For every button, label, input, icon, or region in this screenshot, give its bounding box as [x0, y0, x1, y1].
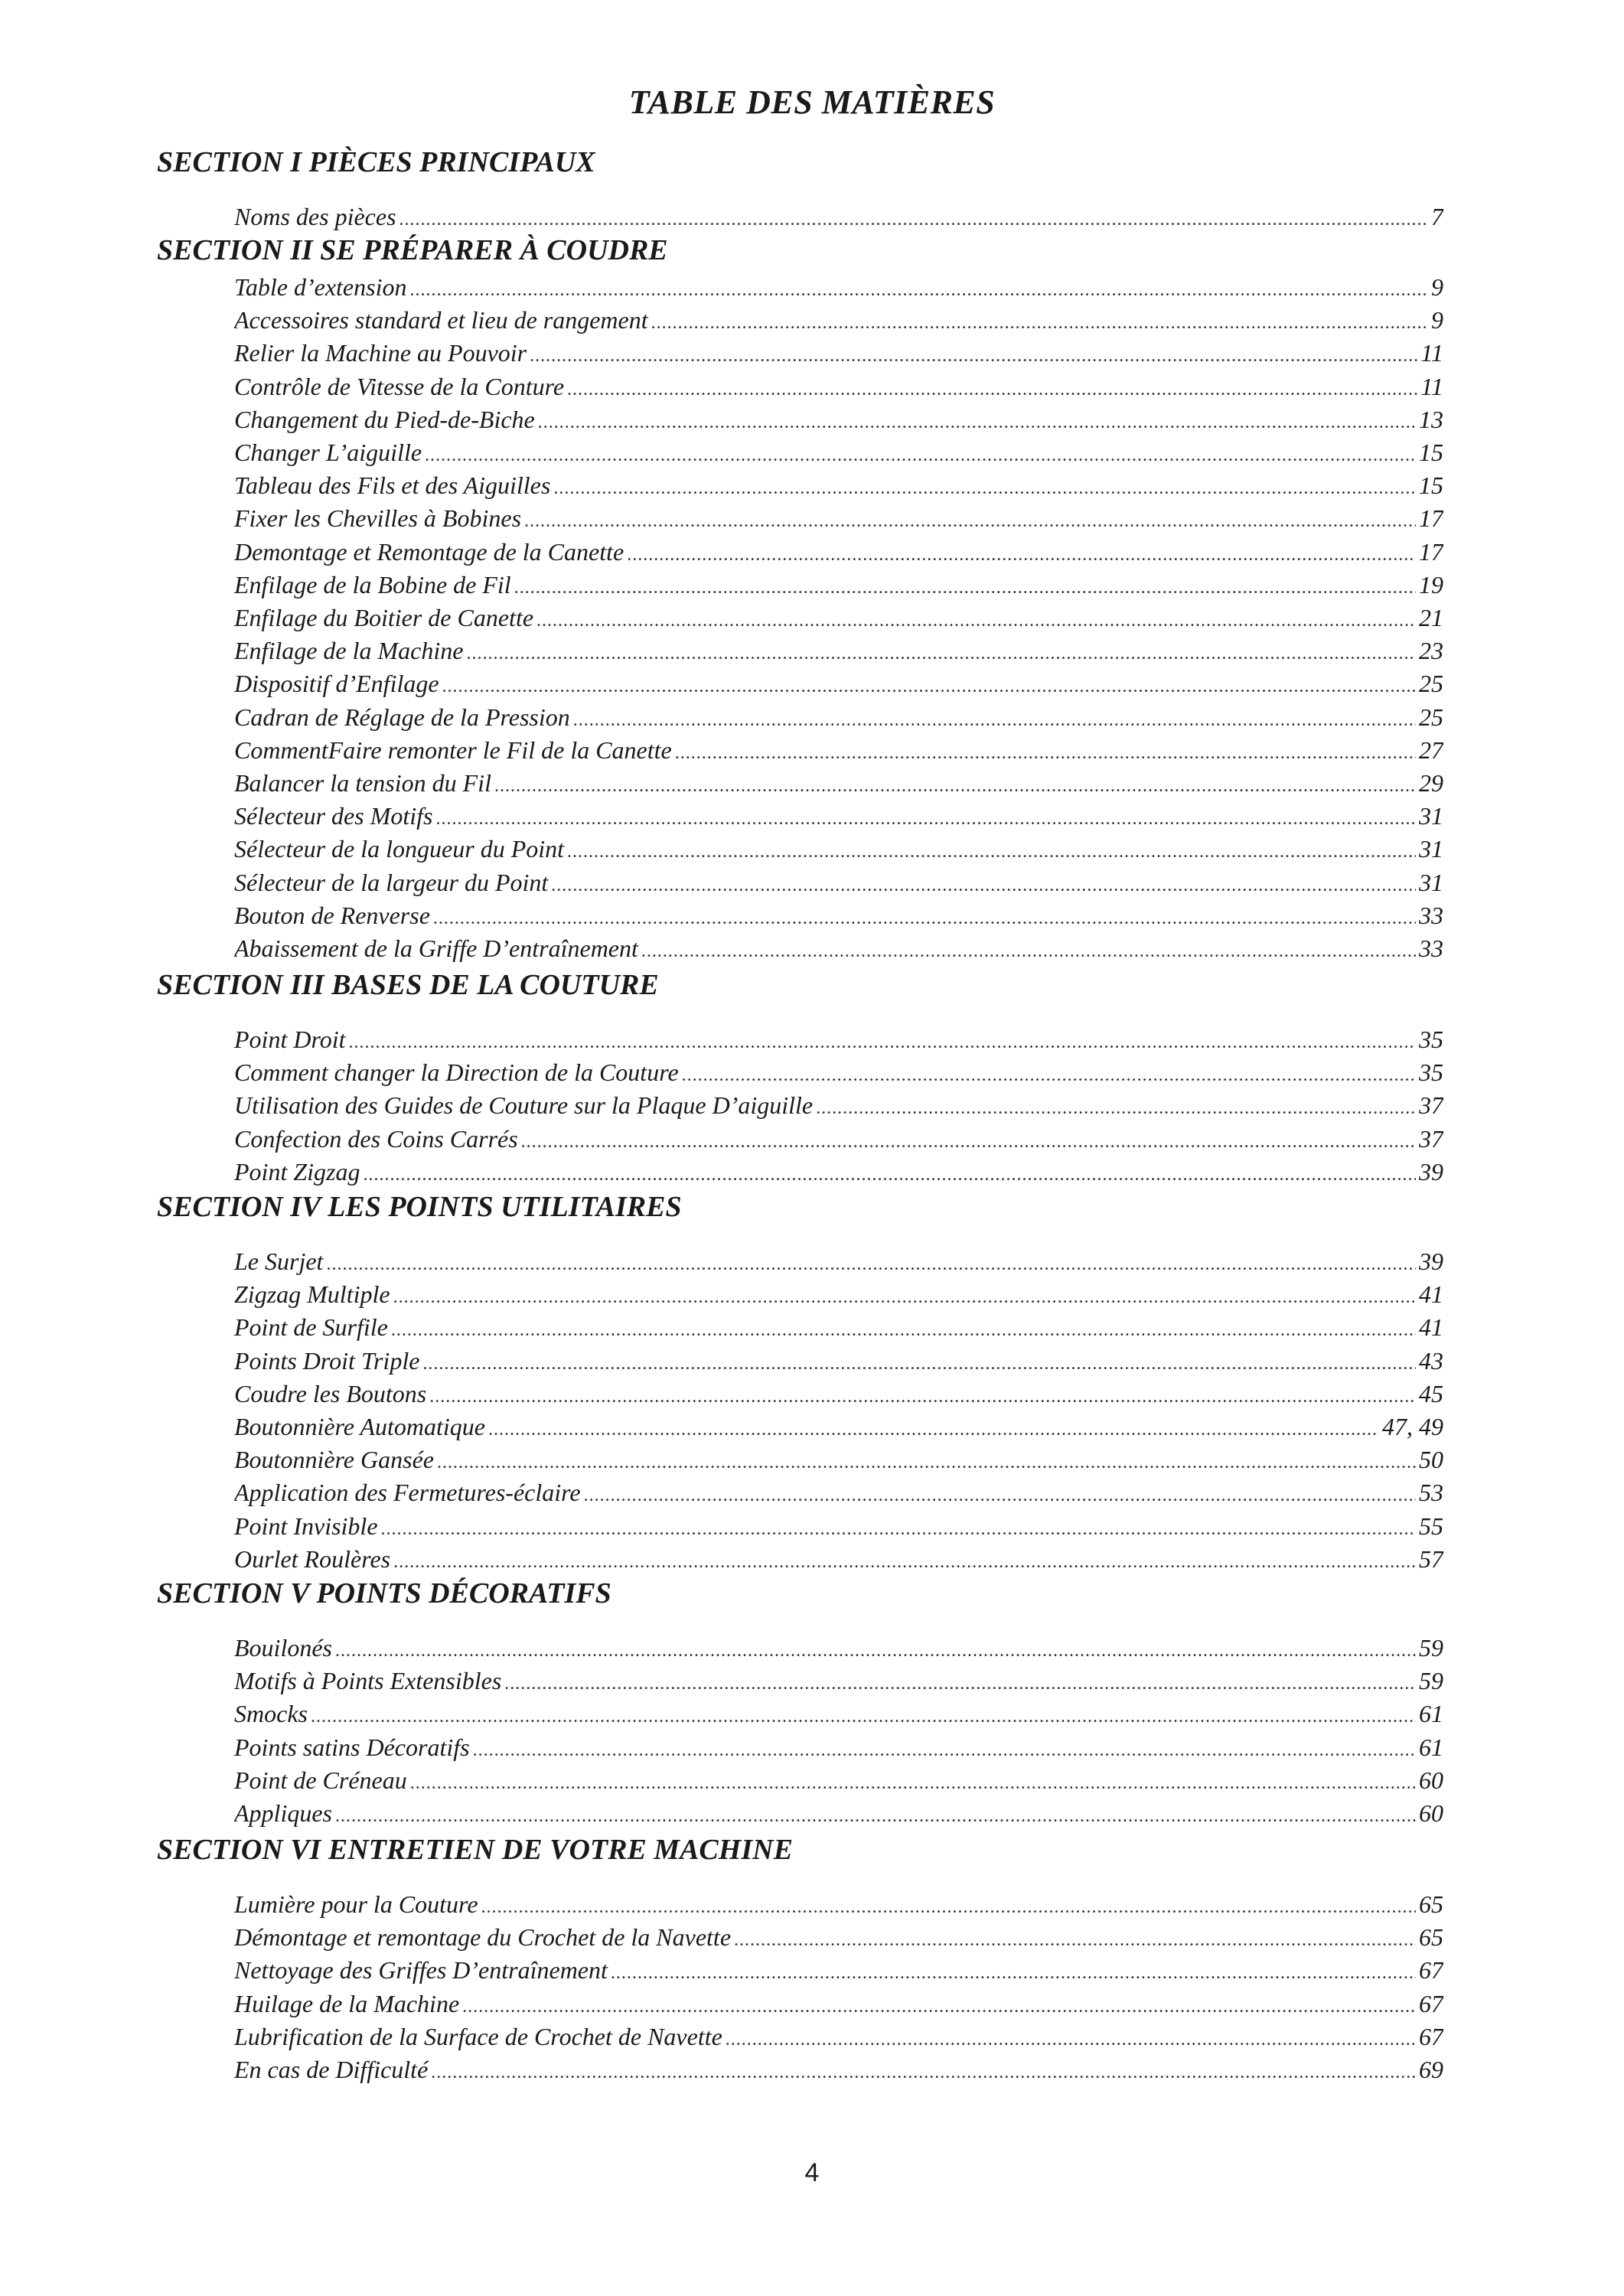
toc-entry-label: Enfilage du Boitier de Canette: [234, 604, 534, 631]
toc-entry: [234, 1634, 1443, 1668]
dot-leader: [429, 1387, 1416, 1407]
toc-entry: [234, 1280, 1443, 1314]
dot-leader: [473, 1740, 1416, 1761]
dot-leader: [433, 908, 1416, 929]
toc-entry-label: Confection des Coins Carrés: [234, 1124, 518, 1153]
toc-entry: [234, 1733, 1443, 1767]
dot-leader: [651, 313, 1428, 334]
toc-entry-page: 50: [1419, 1446, 1443, 1474]
dot-leader: [348, 1032, 1416, 1053]
toc-entry-page: 15: [1419, 439, 1443, 466]
toc-entry: [234, 1413, 1443, 1446]
section-heading: SECTION I PIÈCES PRINCIPAUX: [157, 146, 595, 178]
toc-entry-label: Bouilonés: [234, 1634, 332, 1662]
dot-leader: [462, 1997, 1416, 2017]
toc-entry-label: Relier la Machine au Pouvoir: [234, 339, 527, 367]
toc-entry-label: Points satins Décoratifs: [234, 1733, 470, 1761]
toc-entry-label: Point Invisible: [234, 1512, 378, 1540]
dot-leader: [311, 1707, 1416, 1727]
dot-leader: [363, 1165, 1416, 1186]
toc-entry-page: 67: [1419, 1956, 1443, 1985]
dot-leader: [409, 280, 1428, 301]
toc-entry-label: Nettoyage des Griffes D’entraînement: [234, 1956, 608, 1985]
toc-entry: [234, 769, 1443, 803]
dot-leader: [435, 809, 1416, 830]
toc-entry-page: 60: [1419, 1799, 1443, 1827]
dot-leader: [530, 346, 1417, 367]
dot-leader: [425, 445, 1416, 466]
dot-leader: [726, 2030, 1416, 2050]
toc-entry-page: 67: [1419, 2022, 1443, 2050]
dot-leader: [442, 677, 1416, 697]
dot-leader: [335, 1806, 1416, 1827]
section-heading: SECTION II SE PRÉPARER À COUDRE: [157, 234, 668, 266]
toc-entry: [234, 1247, 1443, 1281]
toc-entry: [234, 835, 1443, 869]
toc-entry-page: 11: [1420, 372, 1443, 400]
toc-entry: [234, 2023, 1443, 2056]
dot-leader: [393, 1552, 1416, 1573]
toc-entry-page: 9: [1431, 306, 1443, 334]
toc-entry-page: 21: [1419, 604, 1443, 631]
toc-entry-label: Application des Fermetures-éclaire: [234, 1479, 581, 1507]
toc-entry-page: 31: [1419, 802, 1443, 830]
toc-entry-label: Point de Surfile: [234, 1313, 388, 1342]
toc-entry-page: 25: [1419, 703, 1443, 731]
dot-leader: [627, 545, 1416, 566]
toc-entry: [234, 1766, 1443, 1800]
toc-entry: [234, 1446, 1443, 1479]
toc-entry: [234, 934, 1443, 968]
toc-entry: [234, 1956, 1443, 1990]
page-number: 4: [804, 2158, 820, 2187]
dot-leader: [611, 1963, 1416, 1984]
section-heading: SECTION V POINTS DÉCORATIFS: [157, 1577, 611, 1609]
dot-leader: [391, 1320, 1416, 1341]
toc-entry: [234, 571, 1443, 605]
toc-entry: [234, 471, 1443, 505]
toc-entry-label: Boutonnière Automatique: [234, 1413, 485, 1440]
toc-entry-page: 67: [1419, 1989, 1443, 2017]
toc-entry: [234, 1380, 1443, 1414]
toc-entry-page: 23: [1419, 637, 1443, 665]
dot-leader: [521, 1132, 1416, 1153]
dot-leader: [422, 1354, 1416, 1375]
toc-entry: [234, 1058, 1443, 1092]
toc-entry: [234, 736, 1443, 770]
toc-entry: [234, 373, 1443, 406]
section-heading: SECTION IV LES POINTS UTILITAIRES: [157, 1191, 682, 1223]
dot-leader: [504, 1674, 1416, 1694]
toc-entry-page: 60: [1419, 1766, 1443, 1794]
toc-entry-page: 17: [1419, 537, 1443, 566]
toc-entry-label: Lubrification de la Surface de Crochet de Navette: [234, 2022, 722, 2050]
toc-entry: [234, 902, 1443, 935]
toc-entry-page: 59: [1419, 1667, 1443, 1695]
toc-entry-page: 37: [1419, 1091, 1443, 1120]
toc-entry-page: 11: [1420, 339, 1443, 367]
toc-entry: [234, 604, 1443, 638]
toc-entry-label: Enfilage de la Machine: [234, 637, 464, 665]
dot-leader: [410, 1773, 1416, 1794]
toc-entry-label: Tableau des Fils et des Aiguilles: [234, 471, 551, 500]
toc-entry: [234, 406, 1443, 439]
toc-entry-page: 37: [1419, 1124, 1443, 1153]
toc-entry-page: 41: [1419, 1280, 1443, 1309]
toc-entry-label: Point de Créneau: [234, 1766, 407, 1794]
dot-leader: [326, 1254, 1416, 1275]
page-title: TABLE DES MATIÈRES: [628, 83, 996, 121]
toc-entry-label: Smocks: [234, 1700, 308, 1728]
toc-entry-page: 35: [1419, 1058, 1443, 1087]
toc-entry: [234, 2056, 1443, 2089]
toc-entry-page: 41: [1419, 1313, 1443, 1342]
toc-entry: [234, 1125, 1443, 1159]
toc-entry: [234, 869, 1443, 902]
toc-entry-label: Ourlet Roulères: [234, 1544, 391, 1573]
dot-leader: [437, 1453, 1416, 1473]
toc-entry: [234, 1545, 1443, 1579]
toc-entry-label: Accessoires standard et lieu de rangement: [234, 306, 648, 334]
toc-entry-label: Zigzag Multiple: [234, 1280, 390, 1309]
dot-leader: [816, 1098, 1416, 1119]
dot-leader: [399, 210, 1428, 230]
dot-leader: [584, 1486, 1416, 1506]
toc-entry: [234, 1512, 1443, 1546]
dot-leader: [514, 578, 1416, 598]
toc-entry-label: Lumière pour la Couture: [234, 1890, 478, 1918]
toc-entry: [234, 1667, 1443, 1701]
dot-leader: [567, 380, 1417, 400]
toc-entry-label: Sélecteur de la largeur du Point: [234, 868, 549, 896]
toc-entry-page: 39: [1419, 1157, 1443, 1186]
toc-entry: [234, 203, 1443, 236]
toc-entry-page: 15: [1419, 471, 1443, 500]
toc-entry-page: 65: [1419, 1923, 1443, 1952]
toc-entry-label: Changement du Pied-de-Biche: [234, 405, 535, 433]
toc-entry-label: Point Zigzag: [234, 1157, 360, 1186]
toc-entry-page: 61: [1419, 1733, 1443, 1761]
toc-entry-label: Abaissement de la Griffe D’entraînement: [234, 934, 638, 962]
toc-entry-page: 53: [1419, 1479, 1443, 1507]
dot-leader: [466, 644, 1416, 664]
toc-entry: [234, 1890, 1443, 1924]
toc-entry-label: Sélecteur de la longueur du Point: [234, 835, 565, 863]
dot-leader: [431, 2063, 1416, 2083]
toc-entry: [234, 802, 1443, 836]
toc-entry-page: 65: [1419, 1890, 1443, 1918]
dot-leader: [481, 1897, 1416, 1918]
toc-entry-label: Bouton de Renverse: [234, 901, 430, 929]
toc-entry-label: Le Surjet: [234, 1247, 324, 1275]
toc-entry-page: 17: [1419, 504, 1443, 533]
toc-entry-label: Noms des pièces: [234, 203, 396, 230]
dot-leader: [335, 1641, 1416, 1662]
dot-leader: [393, 1287, 1416, 1308]
toc-entry-page: 33: [1419, 934, 1443, 962]
section-heading: SECTION VI ENTRETIEN DE VOTRE MACHINE: [157, 1834, 793, 1866]
dot-leader: [734, 1930, 1416, 1951]
toc-entry-label: Démontage et remontage du Crochet de la Navette: [234, 1923, 732, 1952]
toc-entry: [234, 1026, 1443, 1059]
toc-entry-page: 59: [1419, 1634, 1443, 1662]
dot-leader: [536, 611, 1416, 631]
toc-entry: [234, 339, 1443, 373]
toc-entry-page: 27: [1419, 735, 1443, 764]
toc-entry-page: 57: [1419, 1544, 1443, 1573]
toc-entry-page: 31: [1419, 835, 1443, 863]
toc-entry-label: Utilisation des Guides de Couture sur la Plaque D’aiguille: [234, 1091, 814, 1120]
toc-entry-page: 55: [1419, 1512, 1443, 1540]
toc-entry: [234, 1479, 1443, 1512]
toc-entry: [234, 1347, 1443, 1381]
toc-entry-page: 13: [1419, 405, 1443, 433]
toc-entry-page: 9: [1431, 273, 1443, 301]
toc-entry-page: 33: [1419, 901, 1443, 929]
toc-entry-label: Table d’extension: [234, 273, 407, 301]
dot-leader: [567, 842, 1416, 863]
toc-entry: [234, 1158, 1443, 1192]
toc-entry-label: Appliques: [234, 1799, 332, 1827]
toc-entry-page: 35: [1419, 1026, 1443, 1053]
toc-entry: [234, 1990, 1443, 2024]
toc-entry: [234, 504, 1443, 538]
toc-entry-page: 39: [1419, 1247, 1443, 1275]
toc-entry-label: Balancer la tension du Fil: [234, 769, 491, 797]
toc-entry-page: 29: [1419, 769, 1443, 797]
dot-leader: [553, 478, 1416, 499]
toc-entry: [234, 637, 1443, 670]
toc-entry: [234, 1923, 1443, 1957]
toc-entry-label: Motifs à Points Extensibles: [234, 1667, 502, 1695]
dot-leader: [538, 413, 1416, 433]
dot-leader: [573, 710, 1416, 731]
section-heading: SECTION III BASES DE LA COUTURE: [157, 969, 659, 1001]
dot-leader: [675, 743, 1416, 764]
dot-leader: [494, 776, 1416, 797]
dot-leader: [488, 1420, 1379, 1440]
toc-entry: [234, 306, 1443, 340]
toc-entry-label: Point Droit: [234, 1026, 346, 1053]
toc-entry: [234, 538, 1443, 572]
toc-entry-label: Cadran de Réglage de la Pression: [234, 703, 570, 731]
toc-entry-label: Coudre les Boutons: [234, 1379, 427, 1407]
toc-entry-page: 61: [1419, 1700, 1443, 1728]
toc-entry: [234, 1091, 1443, 1125]
toc-entry: [234, 670, 1443, 703]
toc-entry-page: 7: [1431, 203, 1443, 230]
toc-entry-label: Sélecteur des Motifs: [234, 802, 433, 830]
toc-entry-page: 45: [1419, 1379, 1443, 1407]
dot-leader: [524, 511, 1416, 532]
toc-entry: [234, 1313, 1443, 1347]
toc-entry-label: Contrôle de Vitesse de la Conture: [234, 372, 565, 400]
toc-entry-page: 19: [1419, 570, 1443, 598]
toc-entry-page: 31: [1419, 868, 1443, 896]
toc-entry-label: Boutonnière Gansée: [234, 1446, 434, 1474]
toc-entry: [234, 273, 1443, 307]
toc-entry-page: 47, 49: [1382, 1413, 1443, 1440]
toc-entry-label: Fixer les Chevilles à Bobines: [234, 504, 522, 533]
dot-leader: [551, 876, 1416, 896]
toc-entry-label: Demontage et Remontage de la Canette: [234, 537, 624, 566]
toc-entry-label: En cas de Difficulté: [234, 2056, 429, 2083]
toc-entry-label: Enfilage de la Bobine de Fil: [234, 570, 511, 598]
toc-entry: [234, 1799, 1443, 1833]
toc-entry-label: Huilage de la Machine: [234, 1989, 460, 2017]
toc-entry-label: Comment changer la Direction de la Couture: [234, 1058, 679, 1087]
toc-entry: [234, 703, 1443, 737]
toc-entry-page: 69: [1419, 2056, 1443, 2083]
toc-entry-label: Changer L’aiguille: [234, 439, 422, 466]
toc-entry: [234, 1700, 1443, 1733]
dot-leader: [682, 1065, 1416, 1086]
toc-entry: [234, 439, 1443, 472]
toc-entry-label: Dispositif d’Enfilage: [234, 670, 439, 698]
toc-entry-page: 43: [1419, 1346, 1443, 1375]
dot-leader: [641, 941, 1416, 962]
toc-entry-label: CommentFaire remonter le Fil de la Canette: [234, 735, 672, 764]
dot-leader: [381, 1519, 1416, 1540]
toc-entry-page: 25: [1419, 670, 1443, 698]
toc-entry-label: Points Droit Triple: [234, 1346, 420, 1375]
